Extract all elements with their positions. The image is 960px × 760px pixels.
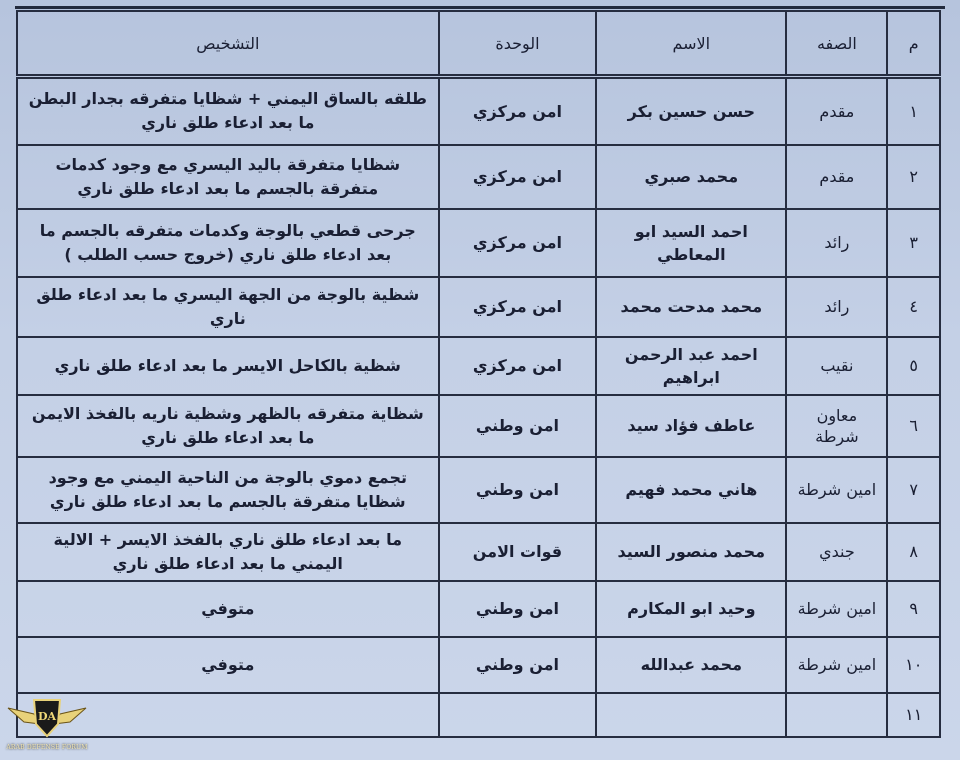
name-cell xyxy=(596,693,786,737)
diagnosis-cell: تجمع دموي بالوجة من الناحية اليمني مع وجود شظايا متفرقة بالجسم ما بعد ادعاء طلق ناري xyxy=(17,457,439,523)
diagnosis-cell: ما بعد ادعاء طلق ناري بالفخذ الايسر + الالية اليمني ما بعد ادعاء طلق ناري xyxy=(17,523,439,581)
watermark-logo xyxy=(4,694,90,756)
unit-cell: امن وطني xyxy=(439,395,597,457)
diagnosis-cell: جرحى قطعي بالوجة وكدمات متفرقه بالجسم ما بعد ادعاء طلق ناري (خروج حسب الطلب ) xyxy=(17,209,439,277)
table-row xyxy=(17,523,940,581)
diagnosis-cell: شظاية متفرقه بالظهر وشظية ناريه بالفخذ الايمن ما بعد ادعاء طلق ناري xyxy=(17,395,439,457)
name-cell: حسن حسين بكر xyxy=(596,77,786,145)
row-number-cell: ٧ xyxy=(887,457,940,523)
name-cell: احمد السيد ابو المعاطي xyxy=(596,209,786,277)
row-number-cell: ٩ xyxy=(887,581,940,637)
name-cell: محمد عبدالله xyxy=(596,637,786,693)
row-number-cell: ١١ xyxy=(887,693,940,737)
diagnosis-cell: شظية بالكاحل الايسر ما بعد ادعاء طلق ناري xyxy=(17,337,439,395)
table-row xyxy=(17,337,940,395)
header-rank: الصفه xyxy=(786,11,887,77)
casualty-table xyxy=(16,10,941,738)
table-row xyxy=(17,457,940,523)
watermark-text: ARAB DEFENSE FORUM xyxy=(6,744,88,751)
table-row xyxy=(17,277,940,337)
name-cell: محمد مدحت محمد xyxy=(596,277,786,337)
name-cell: محمد منصور السيد xyxy=(596,523,786,581)
unit-cell: امن مركزي xyxy=(439,209,597,277)
row-number-cell: ٨ xyxy=(887,523,940,581)
row-number-cell: ١ xyxy=(887,77,940,145)
rank-cell: رائد xyxy=(786,277,887,337)
row-number-cell: ٦ xyxy=(887,395,940,457)
table-row xyxy=(17,77,940,145)
rank-cell: معاون شرطة xyxy=(786,395,887,457)
name-cell: عاطف فؤاد سيد xyxy=(596,395,786,457)
unit-cell: امن وطني xyxy=(439,581,597,637)
table-row xyxy=(17,581,940,637)
rank-cell: امين شرطة xyxy=(786,581,887,637)
header-unit: الوحدة xyxy=(439,11,597,77)
header-diagnosis: التشخيص xyxy=(17,11,439,77)
rank-cell: جندي xyxy=(786,523,887,581)
table-header-row xyxy=(17,11,940,77)
rank-cell: مقدم xyxy=(786,145,887,209)
rank-cell: نقيب xyxy=(786,337,887,395)
header-name: الاسم xyxy=(596,11,786,77)
unit-cell: امن مركزي xyxy=(439,77,597,145)
row-number-cell: ٣ xyxy=(887,209,940,277)
row-number-cell: ١٠ xyxy=(887,637,940,693)
unit-cell: امن وطني xyxy=(439,457,597,523)
diagnosis-cell: متوفي xyxy=(17,581,439,637)
table-row xyxy=(17,637,940,693)
diagnosis-cell: طلقه بالساق اليمني + شظايا متفرقه بجدار البطن ما بعد ادعاء طلق ناري xyxy=(17,77,439,145)
name-cell: هاني محمد فهيم xyxy=(596,457,786,523)
rank-cell: مقدم xyxy=(786,77,887,145)
rank-cell: رائد xyxy=(786,209,887,277)
row-number-cell: ٢ xyxy=(887,145,940,209)
unit-cell: قوات الامن xyxy=(439,523,597,581)
rank-cell xyxy=(786,693,887,737)
rank-cell: امين شرطة xyxy=(786,457,887,523)
header-num: م xyxy=(887,11,940,77)
unit-cell xyxy=(439,693,597,737)
watermark-letters: DA xyxy=(37,710,57,723)
rank-cell: امين شرطة xyxy=(786,637,887,693)
table-row xyxy=(17,693,940,737)
name-cell: احمد عبد الرحمن ابراهيم xyxy=(596,337,786,395)
row-number-cell: ٤ xyxy=(887,277,940,337)
unit-cell: امن وطني xyxy=(439,637,597,693)
table-row xyxy=(17,209,940,277)
name-cell: وحيد ابو المكارم xyxy=(596,581,786,637)
eagle-emblem-icon xyxy=(4,694,90,746)
diagnosis-cell: متوفي xyxy=(17,637,439,693)
diagnosis-cell: شظية بالوجة من الجهة اليسري ما بعد ادعاء طلق ناري xyxy=(17,277,439,337)
diagnosis-cell: شظايا متفرقة باليد اليسري مع وجود كدمات متفرقة بالجسم ما بعد ادعاء طلق ناري xyxy=(17,145,439,209)
unit-cell: امن مركزي xyxy=(439,277,597,337)
name-cell: محمد صبري xyxy=(596,145,786,209)
unit-cell: امن مركزي xyxy=(439,337,597,395)
table-row xyxy=(17,395,940,457)
row-number-cell: ٥ xyxy=(887,337,940,395)
unit-cell: امن مركزي xyxy=(439,145,597,209)
top-border-rule xyxy=(15,6,945,9)
table-row xyxy=(17,145,940,209)
